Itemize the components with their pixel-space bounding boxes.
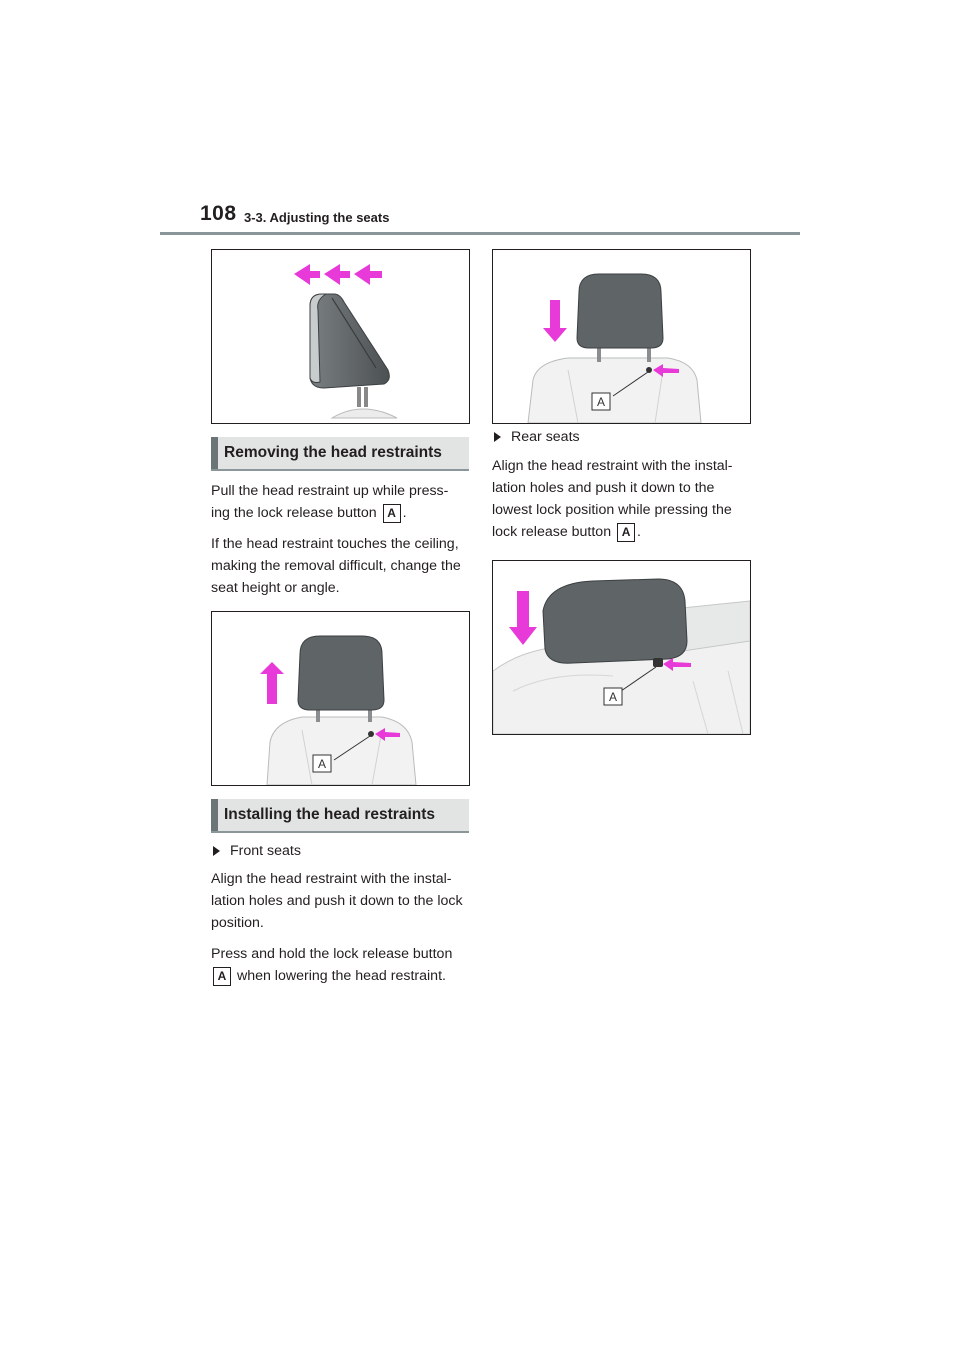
removing-paragraph-2: If the head restraint touches the ceiling, making the removal difficult, change the seat height or angle. xyxy=(211,536,461,596)
page-number: 108 xyxy=(200,202,237,225)
arrow-up-icon xyxy=(260,662,284,704)
text-line: Align the head restraint with the instal-lation holes and push it down to the lowest lock position while pressing the xyxy=(492,458,733,518)
header-rule xyxy=(160,232,800,235)
heading-rule xyxy=(211,469,469,471)
front-paragraph-2 xyxy=(211,943,469,987)
arrow-left-icon xyxy=(294,264,382,285)
callout-a-box: A xyxy=(617,523,635,542)
figure-front-seat xyxy=(211,611,470,786)
rear-paragraph-1 xyxy=(492,455,750,543)
text-line: ing the lock release button xyxy=(211,505,377,521)
figure-rear-seat xyxy=(492,249,751,424)
heading-removing: Removing the head restraints xyxy=(211,437,469,469)
callout-a-box: A xyxy=(383,504,401,523)
figure-rear-seat-angled xyxy=(492,560,751,735)
text-line: lock release button xyxy=(492,524,612,540)
heading-installing: Installing the head restraints xyxy=(211,799,469,831)
removing-text xyxy=(211,480,471,608)
text-line: when lowering the head restraint. xyxy=(236,968,446,984)
front-paragraph-1: Align the head restraint with the instal-lation holes and push it down to the lock position. xyxy=(211,871,463,931)
text-line: Pull the head restraint up while press- xyxy=(211,483,449,499)
figure-removing xyxy=(211,249,470,424)
rear-seat-text xyxy=(492,455,750,552)
text-line: Press and hold the lock release button xyxy=(211,946,453,962)
arrow-down-icon xyxy=(543,300,567,342)
callout-a-label: A xyxy=(596,395,606,409)
bullet-triangle-icon xyxy=(494,432,501,442)
heading-rule xyxy=(211,831,469,833)
arrow-down-icon xyxy=(509,591,537,645)
bullet-front-seats xyxy=(211,843,301,859)
front-seat-text xyxy=(211,868,469,996)
callout-a-label: A xyxy=(608,690,618,704)
bullet-label: Front seats xyxy=(230,843,301,859)
bullet-triangle-icon xyxy=(213,846,220,856)
text-line: . xyxy=(402,505,407,521)
bullet-label: Rear seats xyxy=(511,429,580,445)
removing-paragraph-1 xyxy=(211,480,471,524)
bullet-rear-seats xyxy=(492,429,580,445)
callout-a-label: A xyxy=(317,757,327,771)
callout-a-box: A xyxy=(213,967,231,986)
section-title: 3-3. Adjusting the seats xyxy=(244,210,390,225)
text-line: . xyxy=(637,524,641,540)
